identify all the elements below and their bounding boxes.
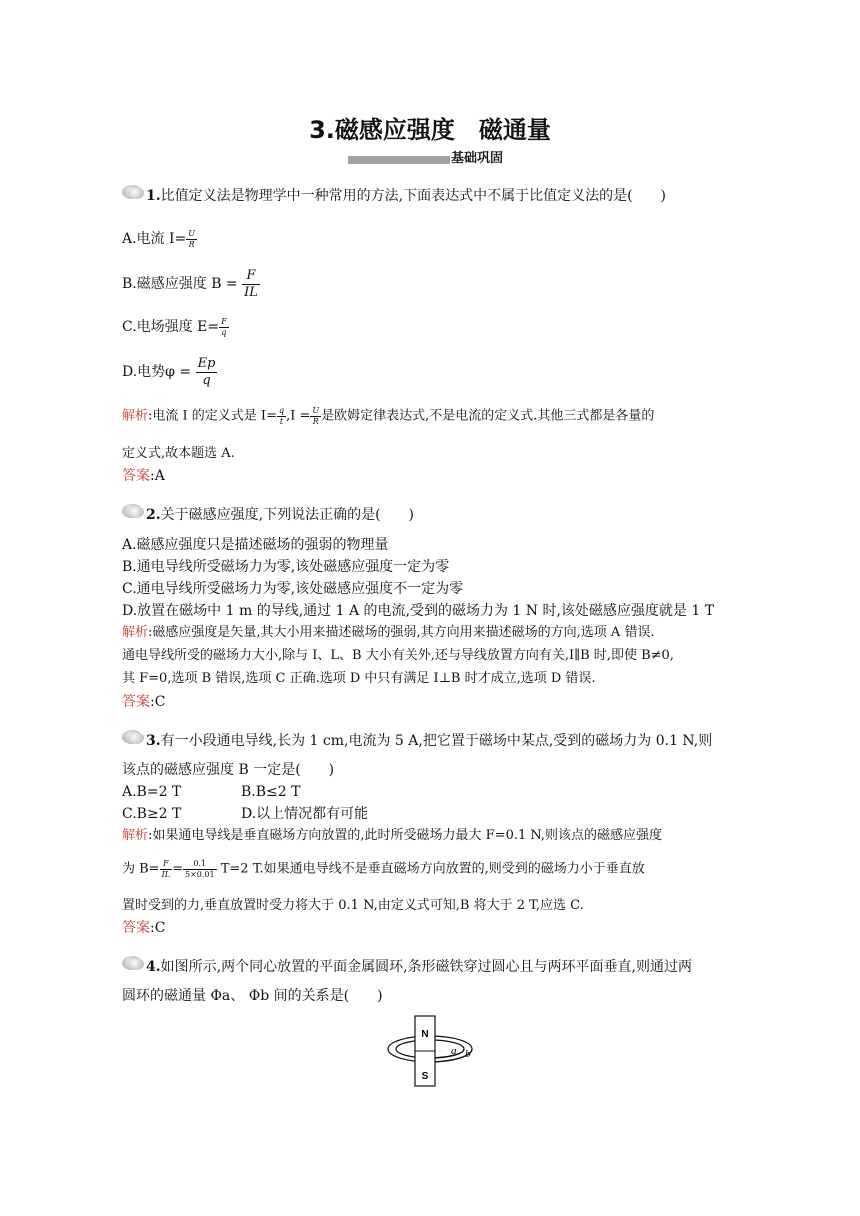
- north-pole-label: N: [421, 1029, 429, 1040]
- ring-a-label: a: [451, 1045, 457, 1057]
- question-bullet-icon: [122, 504, 142, 518]
- fraction: $\frac{F}{q}$: [221, 317, 227, 337]
- magnet-rings-figure: [385, 1012, 485, 1090]
- question-3-stem-line2: 该点的磁感应强度 B 一定是( ): [122, 762, 335, 778]
- q2-option-b: B.通电导线所受磁场力为零,该处磁感应强度一定为零: [122, 559, 450, 575]
- q1-option-a: A.电流 I= $\frac{U}{R}$: [122, 229, 196, 249]
- q3-option-c: C.B≥2 T: [122, 806, 182, 822]
- q2-option-a: A.磁感应强度只是描述磁场的强弱的物理量: [122, 537, 389, 553]
- question-bullet-icon: [122, 956, 142, 970]
- question-3-stem-line1: 3.有一小段通电导线,长为 1 cm,电流为 5 A,把它置于磁场中某点,受到的磁场力为 0.1 N,则: [146, 733, 713, 749]
- q1-answer: 答案:A: [122, 468, 165, 484]
- q2-explanation-line2: 通电导线所受的磁场力大小,除与 I、L、B 大小有关外,还与导线放置方向有关,I∥B 时,即使 B≠0,: [122, 648, 674, 663]
- q1-option-c: C.电场强度 E= $\frac{F}{q}$: [122, 317, 227, 337]
- fraction: $\frac{U}{R}$: [312, 406, 320, 426]
- q1-option-d: D.电势φ = $\frac{Ep}{q}$: [122, 356, 216, 388]
- question-2-stem: 2.关于磁感应强度,下列说法正确的是( ): [146, 507, 414, 523]
- q2-answer: 答案:C: [122, 694, 166, 710]
- q3-answer: 答案:C: [122, 920, 166, 936]
- q3-option-a: A.B=2 T: [122, 784, 182, 800]
- fraction: $\frac{F}{IL}$: [244, 268, 258, 300]
- question-bullet-icon: [122, 185, 142, 199]
- south-pole-label: S: [421, 1071, 429, 1082]
- q2-explanation-line3: 其 F=0,选项 B 错误,选项 C 正确.选项 D 中只有满足 I⊥B 时才成立,选项 D 错误.: [122, 671, 596, 686]
- q3-explanation-line2: 为 B= $\frac{F}{IL}$ = $\frac{0.1}{5\times 0.01}$ T=2 T.如果通电导线不是垂直磁场方向放置的,则受到的磁场力小于垂直放: [122, 859, 645, 879]
- fraction: $\frac{q}{t}$: [278, 406, 285, 426]
- q3-option-d: D.以上情况都有可能: [241, 806, 369, 822]
- q2-option-d: D.放置在磁场中 1 m 的导线,通过 1 A 的电流,受到的磁场力为 1 N 时,该处磁感应强度就是 1 T: [122, 603, 715, 619]
- section-label: 基础巩固: [451, 151, 504, 166]
- page-title: 3.磁感应强度 磁通量: [309, 116, 551, 144]
- q3-explanation-line3: 置时受到的力,垂直放置时受力将大于 0.1 N,由定义式可知,B 将大于 2 T,应选 C.: [122, 898, 584, 913]
- fraction: $\frac{Ep}{q}$: [197, 356, 216, 388]
- fraction: $\frac{F}{IL}$: [161, 859, 171, 879]
- question-bullet-icon: [122, 730, 142, 744]
- q2-option-c: C.通电导线所受磁场力为零,该处磁感应强度不一定为零: [122, 581, 464, 597]
- ring-b-label: b: [465, 1048, 471, 1060]
- question-1-stem: 1.比值定义法是物理学中一种常用的方法,下面表达式中不属于比值定义法的是( ): [146, 188, 666, 204]
- question-4-stem-line1: 4.如图所示,两个同心放置的平面金属圆环,条形磁铁穿过圆心且与两环平面垂直,则通过两: [146, 959, 692, 975]
- q3-option-b: B.B≤2 T: [241, 784, 301, 800]
- fraction: $\frac{0.1}{5\times 0.01}$: [184, 859, 215, 879]
- section-bar: [348, 156, 450, 164]
- q1-option-b: B.磁感应强度 B = $\frac{F}{IL}$: [122, 268, 258, 300]
- q3-explanation-line1: 解析:如果通电导线是垂直磁场方向放置的,此时所受磁场力最大 F=0.1 N,则该点的磁感应强度: [122, 828, 663, 843]
- fraction: $\frac{U}{R}$: [188, 229, 196, 249]
- q1-explanation-line2: 定义式,故本题选 A.: [122, 446, 235, 461]
- q1-explanation-line1: 解析:电流 I 的定义式是 I= $\frac{q}{t}$ ,I = $\frac{U}{R}$ 是欧姆定律表达式,不是电流的定义式.其他三式都是各量的: [122, 406, 655, 426]
- question-4-stem-line2: 圆环的磁通量 Φa、 Φb 间的关系是( ): [122, 988, 383, 1004]
- q2-explanation-line1: 解析:磁感应强度是矢量,其大小用来描述磁场的强弱,其方向用来描述磁场的方向,选项 A 错误.: [122, 625, 655, 640]
